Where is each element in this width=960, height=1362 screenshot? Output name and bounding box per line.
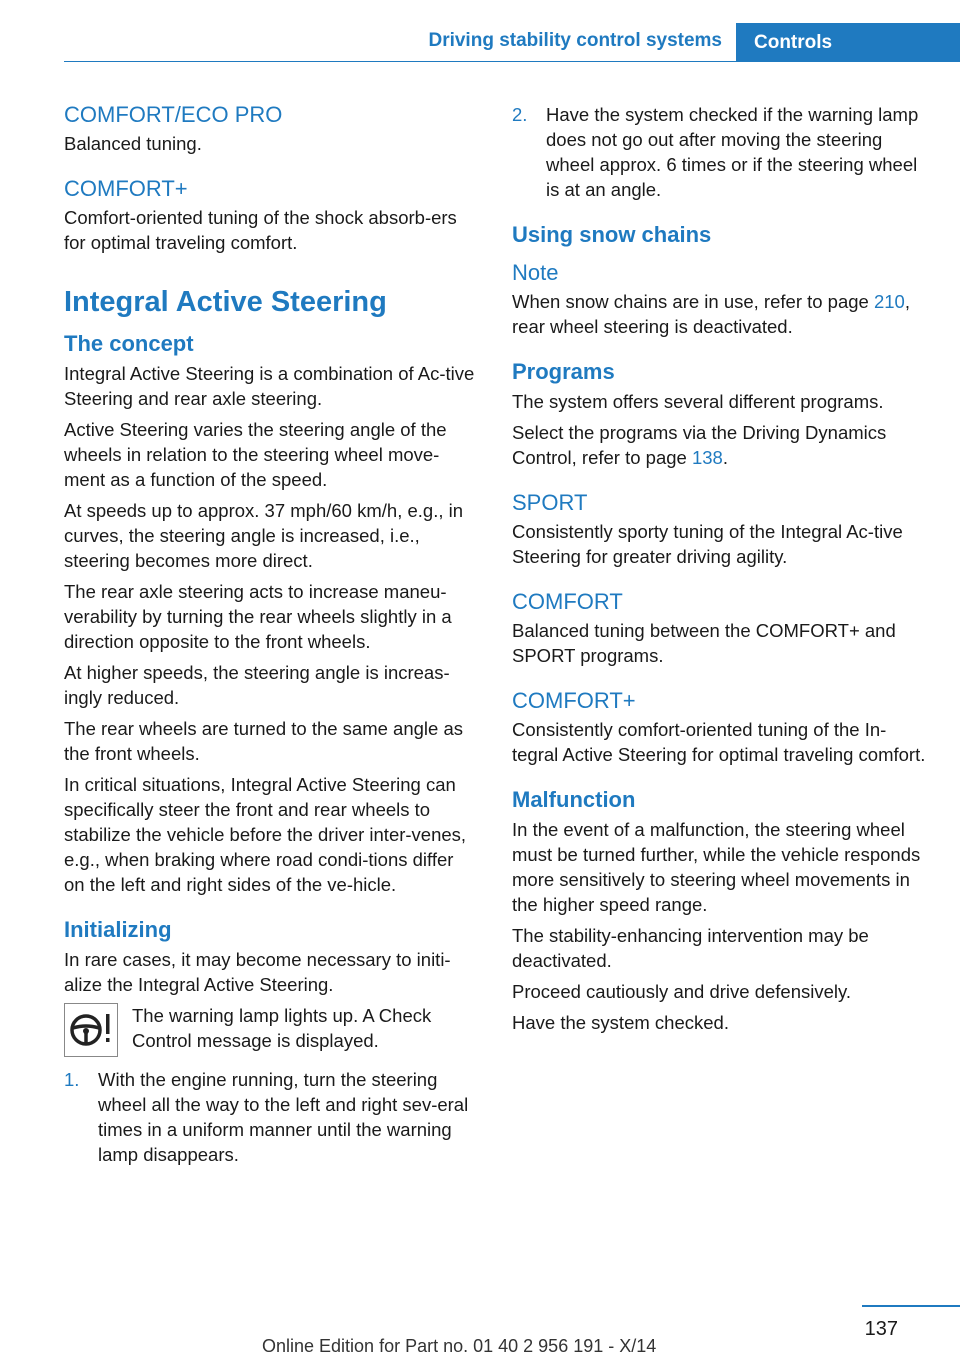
note-text: When snow chains are in use, refer to page 210, rear wheel steering is deactivated. [512, 291, 910, 337]
right-column [512, 102, 932, 1041]
list-item [512, 102, 932, 202]
left-column [64, 102, 478, 1173]
main-heading: Integral Active Steering [64, 286, 387, 318]
footer-edition: Online Edition for Part no. 01 40 2 956 191 - X/14 [262, 1336, 657, 1356]
programs-select-text: Select the programs via the Driving Dynamics Control, refer to page 138. [512, 422, 887, 468]
sport-heading: SPORT [512, 490, 588, 515]
list-item [64, 1067, 478, 1167]
page-link[interactable]: 138 [691, 447, 723, 468]
concept-paragraph: The rear wheels are turned to the same angle as the front wheels. [64, 718, 464, 764]
comfort-text: Balanced tuning between the COMFORT+ and SPORT programs. [512, 620, 896, 666]
concept-heading: The concept [64, 331, 194, 356]
warning-text: The warning lamp lights up. A Check Control message is displayed. [132, 1005, 432, 1051]
malfunction-paragraph: Have the system checked. [512, 1012, 729, 1033]
comfort-plus-text: Comfort-oriented tuning of the shock absorb-ers for optimal traveling comfort. [64, 207, 457, 253]
comfort-plus-heading: COMFORT+ [512, 688, 636, 713]
page-number: 137 [864, 1318, 898, 1340]
comfort-eco-heading: COMFORT/ECO PRO [64, 102, 283, 127]
comfort-eco-text: Balanced tuning. [64, 133, 202, 154]
initializing-heading: Initializing [64, 917, 172, 942]
concept-paragraph: Integral Active Steering is a combination of Ac-tive Steering and rear axle steering. [64, 363, 475, 409]
concept-paragraph: The rear axle steering acts to increase maneu-verability by turning the rear wheels slightly in a direction opposite to the front wheels. [64, 581, 452, 652]
concept-paragraph: At higher speeds, the steering angle is increas-ingly reduced. [64, 662, 450, 708]
comfort-plus-heading: COMFORT+ [64, 176, 188, 201]
programs-heading: Programs [512, 359, 615, 384]
malfunction-paragraph: In the event of a malfunction, the steering wheel must be turned further, while the vehicle responds more sensitively to steering wheel movements in the higher speed range. [512, 819, 921, 915]
malfunction-paragraph: The stability-enhancing intervention may be deactivated. [512, 925, 869, 971]
footer-rule [862, 1305, 960, 1307]
comfort-heading: COMFORT [512, 589, 623, 614]
programs-text: The system offers several different programs. [512, 391, 884, 412]
header-rule [64, 61, 960, 62]
list-number: 2. [512, 104, 528, 125]
page-link[interactable]: 210 [873, 291, 905, 312]
list-text: With the engine running, turn the steering wheel all the way to the left and right sev-eral times in a uniform manner until the warning lamp disappears. [98, 1069, 469, 1165]
initializing-text: In rare cases, it may become necessary to initi-alize the Integral Active Steering. [64, 949, 451, 995]
sport-text: Consistently sporty tuning of the Integral Ac-tive Steering for greater driving agility. [512, 521, 903, 567]
concept-paragraph: In critical situations, Integral Active Steering can specifically steer the front and rear wheels to stabilize the vehicle before the driver inter-venes, e.g., when braking where road condi-tions differ on the left and right sides of the ve-hicle. [64, 774, 467, 895]
concept-paragraph: Active Steering varies the steering angle of the wheels in relation to the steering wheel move-ment as a function of the speed. [64, 419, 447, 490]
snow-chains-heading: Using snow chains [512, 222, 712, 247]
warning-block [64, 1003, 478, 1057]
list-number: 1. [64, 1069, 80, 1090]
header-section-title: Driving stability control systems [428, 30, 722, 51]
malfunction-heading: Malfunction [512, 787, 636, 812]
steering-wheel-warning-icon [64, 1003, 118, 1057]
comfort-plus-text: Consistently comfort-oriented tuning of the In-tegral Active Steering for optimal traveling comfort. [512, 719, 926, 765]
concept-paragraph: At speeds up to approx. 37 mph/60 km/h, e.g., in curves, the steering angle is increased, i.e., steering becomes more direct. [64, 500, 464, 571]
note-heading: Note [512, 260, 559, 285]
malfunction-paragraph: Proceed cautiously and drive defensively. [512, 981, 852, 1002]
list-text: Have the system checked if the warning lamp does not go out after moving the steering wheel approx. 6 times or if the steering wheel is at an angle. [546, 104, 919, 200]
header-chapter-tab: Controls [736, 23, 960, 62]
